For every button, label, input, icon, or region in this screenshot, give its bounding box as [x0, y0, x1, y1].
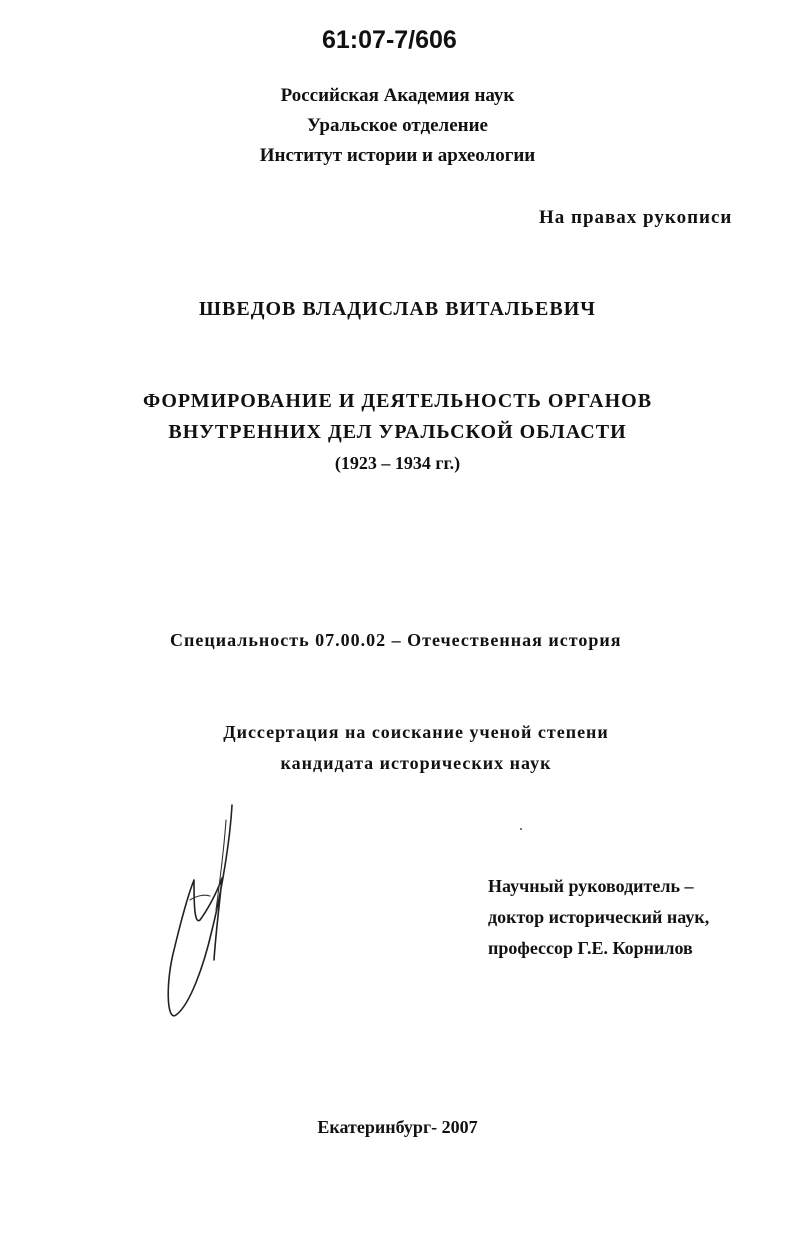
specialty-line: Специальность 07.00.02 – Отечественная история: [170, 630, 622, 650]
advisor-line-3: профессор Г.Е. Корнилов: [488, 938, 693, 958]
dissertation-line-2: кандидата исторических наук: [280, 753, 552, 773]
institution-branch: Уральское отделение: [307, 115, 488, 136]
manuscript-rights-note: На правах рукописи: [539, 207, 733, 228]
dissertation-line-1: Диссертация на соискание ученой степени: [223, 722, 609, 742]
title-years: (1923 – 1934 гг.): [334, 453, 461, 473]
institution-academy: Российская Академия наук: [280, 85, 515, 106]
archive-stamp-number: 61:07-7/606: [322, 26, 457, 54]
scan-speck: [520, 828, 522, 830]
advisor-line-2: доктор исторический наук,: [488, 907, 710, 927]
author-name: ШВЕДОВ ВЛАДИСЛАВ ВИТАЛЬЕВИЧ: [199, 298, 596, 320]
title-line-2: ВНУТРЕННИХ ДЕЛ УРАЛЬСКОЙ ОБЛАСТИ: [168, 421, 627, 443]
city-year: Екатеринбург- 2007: [317, 1117, 478, 1137]
institution-institute: Институт истории и археологии: [259, 145, 536, 166]
handwritten-signature: [160, 800, 250, 1025]
title-line-1: ФОРМИРОВАНИЕ И ДЕЯТЕЛЬНОСТЬ ОРГАНОВ: [142, 390, 653, 412]
advisor-line-1: Научный руководитель –: [488, 876, 694, 896]
